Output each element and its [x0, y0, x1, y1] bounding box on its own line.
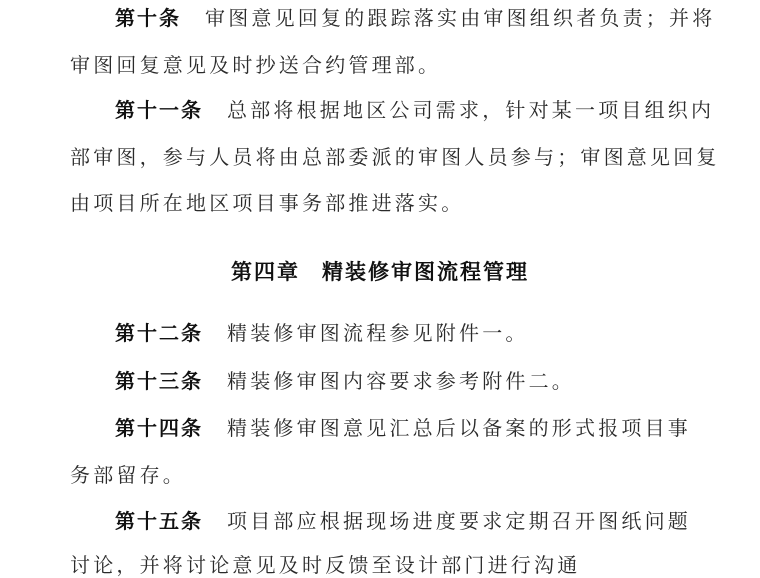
article-label: 第十条: [115, 6, 181, 30]
article-label: 第十四条: [115, 416, 203, 440]
chapter-title: 精装修审图流程管理: [322, 259, 529, 284]
article-15-line-2: 讨论，并将讨论意见及时反馈至设计部门进行沟通: [70, 553, 581, 577]
article-text: 总部将根据地区公司需求，针对某一项目组织内: [227, 98, 715, 122]
article-14-line-2: 务部留存。: [70, 463, 186, 487]
article-text: 项目部应根据现场进度要求定期召开图纸问题: [227, 509, 691, 533]
article-14-line-1: [115, 415, 691, 441]
article-10-line-1: [115, 5, 715, 31]
article-text: 精装修审图意见汇总后以备案的形式报项目事: [227, 416, 691, 440]
chapter-heading: [0, 256, 760, 286]
article-11-line-3: 由项目所在地区项目事务部推进落实。: [70, 191, 465, 215]
article-label: 第十三条: [115, 369, 203, 393]
article-label: 第十一条: [115, 98, 203, 122]
article-text: 精装修审图内容要求参考附件二。: [227, 369, 575, 393]
article-11-line-2: 部审图，参与人员将由总部委派的审图人员参与；审图意见回复: [70, 145, 720, 169]
article-text: 精装修审图流程参见附件一。: [227, 321, 529, 345]
article-text: 审图意见回复的跟踪落实由审图组织者负责；并将: [205, 6, 716, 30]
article-13-line-1: [115, 368, 575, 394]
chapter-number: 第四章: [231, 259, 300, 284]
article-label: 第十五条: [115, 509, 203, 533]
article-12-line-1: [115, 320, 529, 346]
article-label: 第十二条: [115, 321, 203, 345]
article-15-line-1: [115, 508, 691, 534]
article-11-line-1: [115, 97, 714, 123]
article-10-line-2: 审图回复意见及时抄送合约管理部。: [70, 53, 442, 77]
